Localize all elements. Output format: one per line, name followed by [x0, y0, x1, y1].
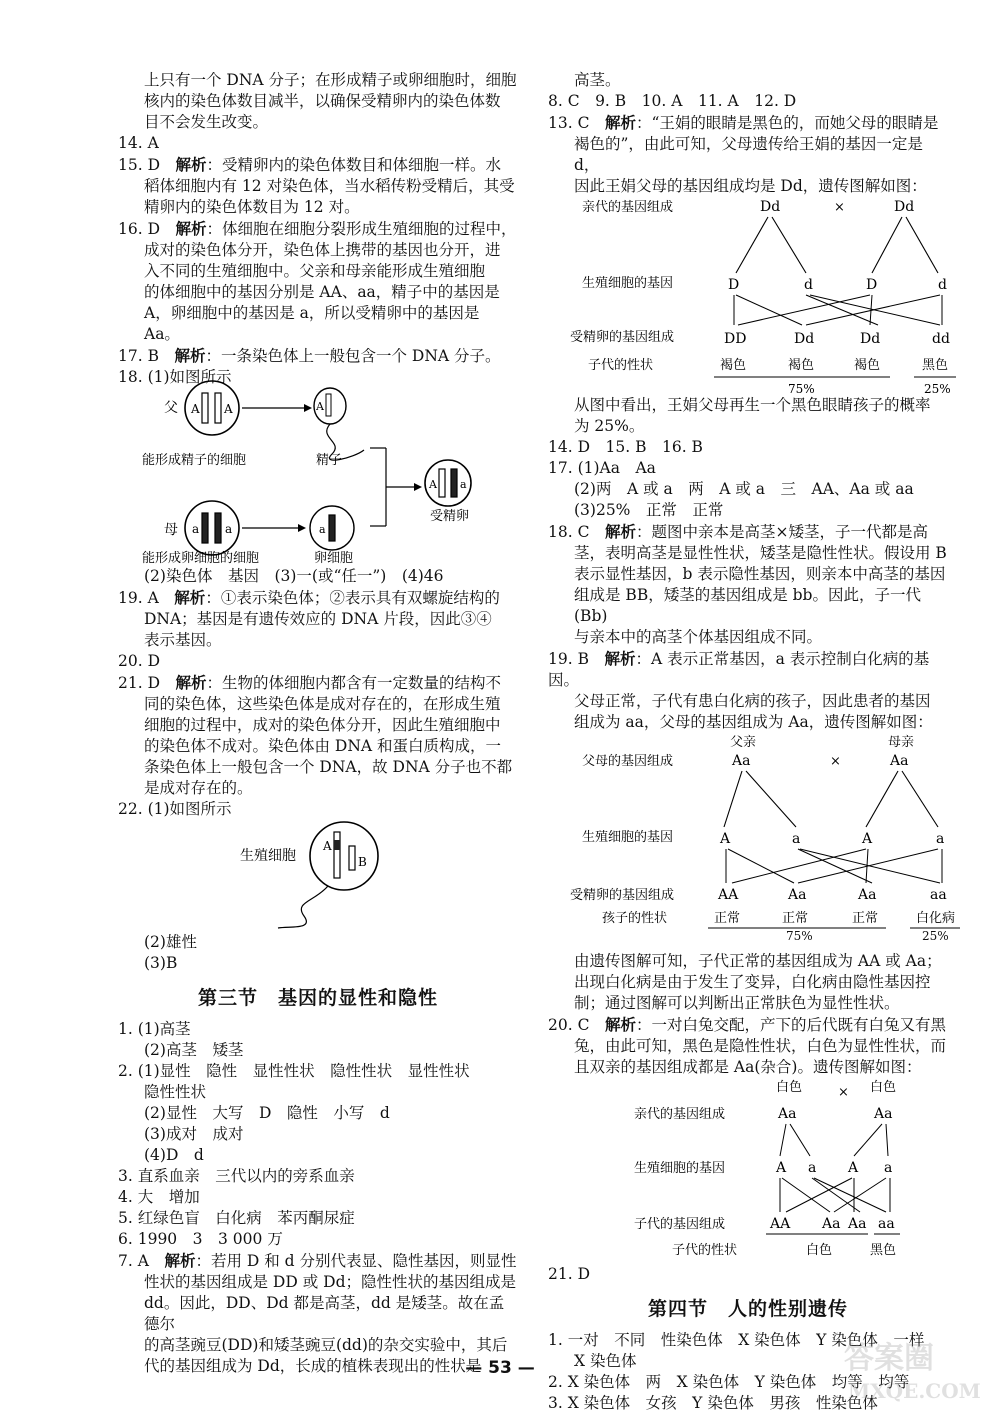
svg-text:Dd: Dd	[760, 199, 781, 215]
svg-text:亲代的基因组成: 亲代的基因组成	[582, 200, 674, 215]
text-line: 核内的染色体数目减半，以确保受精卵内的染色体数	[144, 92, 501, 110]
text-line: 制；通过图解可以判断出正常肤色为显性性状。	[574, 994, 900, 1012]
svg-text:父母的基因组成: 父母的基因组成	[582, 754, 674, 769]
caption-sperm: 精子	[316, 453, 343, 468]
answer-17: 17. (1)Aa Aa	[548, 459, 656, 477]
svg-text:A: A	[720, 831, 731, 847]
section-title-3: 第三节 基因的显性和隐性	[197, 987, 438, 1009]
text-line: (3)B	[144, 954, 178, 972]
text-line: 是成对存在的。	[144, 779, 253, 797]
text-line: X 染色体	[574, 1352, 637, 1370]
svg-text:子代的性状: 子代的性状	[588, 358, 654, 373]
text-line: 性状的基因组成是 DD 或 Dd；隐性性状的基因组成是	[144, 1273, 516, 1291]
text-line: 从图中看出，王娟父母再生一个黑色眼睛孩子的概率	[574, 396, 931, 414]
answer-22: 22. (1)如图所示	[118, 800, 232, 818]
svg-text:a: a	[460, 478, 467, 491]
svg-text:a: a	[192, 522, 200, 536]
text-line: 茎，表明高茎是显性性状，矮茎是隐性性状。假设用 B	[574, 544, 947, 562]
svg-text:Aa: Aa	[732, 753, 751, 769]
text-line: 目不会发生改变。	[144, 113, 269, 131]
svg-text:褐色: 褐色	[854, 358, 881, 373]
svg-text:D: D	[866, 277, 878, 293]
svg-text:a: a	[792, 831, 801, 847]
germ-cell	[310, 822, 378, 890]
text-line: (2)高茎 矮茎	[144, 1041, 244, 1059]
text-line: (3)成对 成对	[144, 1125, 244, 1143]
svg-text:A: A	[316, 400, 324, 413]
svg-text:正常: 正常	[852, 911, 879, 926]
text-line: A，卵细胞中的基因是 a，所以受精卵中的基因是 Aa。	[144, 304, 485, 343]
text-line: (4)D d	[144, 1146, 204, 1164]
svg-text:D: D	[728, 277, 740, 293]
svg-text:Dd: Dd	[794, 331, 815, 347]
mother-label: 母	[164, 522, 178, 538]
text-line: 上只有一个 DNA 分子；在形成精子或卵细胞时，细胞	[144, 71, 517, 89]
answer-3: 3. 直系血亲 三代以内的旁系血亲	[118, 1167, 355, 1185]
page-number: — 53 —	[465, 1358, 535, 1378]
caption-egg-cell: 能形成卵细胞的细胞	[142, 551, 260, 566]
svg-text:生殖细胞的基因: 生殖细胞的基因	[582, 830, 674, 845]
svg-text:子代的性状: 子代的性状	[672, 1243, 738, 1258]
svg-text:DD: DD	[724, 331, 747, 347]
text-line: 高茎。	[574, 71, 621, 89]
percent-albino: 25%	[922, 929, 949, 943]
text-line: dd。因此，DD、Dd 都是高茎，dd 是矮茎。故在孟德尔	[144, 1294, 505, 1333]
svg-text:dd: dd	[932, 331, 950, 347]
svg-text:受精卵的基因组成: 受精卵的基因组成	[570, 888, 675, 903]
text-line: (2)雄性	[144, 933, 197, 951]
text-line: 精卵内的染色体数目为 12 对。	[144, 198, 360, 216]
text-line: 代的基因组成为 Dd，长成的植株表现出的性状是	[144, 1357, 482, 1375]
caption-egg: 卵细胞	[314, 551, 354, 566]
svg-text:亲代的基因组成: 亲代的基因组成	[634, 1107, 726, 1122]
section-title-4: 第四节 人的性别遗传	[647, 1298, 848, 1320]
svg-text:生殖细胞的基因: 生殖细胞的基因	[582, 276, 674, 291]
text-line: 为 25%。	[574, 417, 645, 435]
answer-2: 2. (1)显性 隐性 显性性状 隐性性状 显性性状	[118, 1062, 470, 1080]
germ-cell-label: 生殖细胞	[240, 848, 296, 864]
svg-text:Aa: Aa	[848, 1216, 867, 1232]
svg-text:白化病: 白化病	[916, 911, 956, 926]
svg-text:A: A	[429, 478, 437, 491]
svg-text:Dd: Dd	[860, 331, 881, 347]
answer-20: 20. D	[118, 652, 161, 670]
text-line: 稻体细胞内有 12 对染色体，当水稻传粉受精后，其受	[144, 177, 515, 195]
answer-16: 16. D 解析：体细胞在细胞分裂形成生殖细胞的过程中，	[118, 219, 517, 238]
answer-15: 15. D 解析：受精卵内的染色体数目和体细胞一样。水	[118, 155, 502, 174]
text-line: (2)染色体 基因 (3)一(或“任一”) (4)46	[144, 567, 444, 585]
svg-text:B: B	[358, 855, 367, 869]
text-line: 的体细胞中的基因分别是 AA、aa，精子中的基因是	[144, 283, 500, 301]
caption-zygote: 受精卵	[430, 509, 470, 524]
text-line: 隐性性状	[144, 1083, 207, 1101]
svg-text:母亲: 母亲	[888, 735, 915, 750]
figure-20	[548, 1078, 948, 1264]
text-line: 细胞的过程中，成对的染色体分开，因此生殖细胞中	[144, 716, 501, 734]
text-line: (3)25% 正常 正常	[574, 501, 724, 519]
svg-text:褐色: 褐色	[720, 358, 747, 373]
figure-18	[118, 388, 518, 566]
svg-text:子代的基因组成: 子代的基因组成	[634, 1217, 726, 1232]
answer-14-16: 14. D 15. B 16. B	[548, 438, 703, 456]
right-column	[548, 70, 956, 1414]
text-line: 组成为 aa，父母的基因组成为 Aa，遗传图解如图：	[574, 713, 933, 731]
father-label: 父	[164, 400, 178, 416]
text-line: 与亲本中的高茎个体基因组成不同。	[574, 628, 823, 646]
answer-13: 13. C 解析：“王娟的眼睛是黑色的，而她父母的眼睛是	[548, 113, 939, 132]
text-line: 同的染色体，这些染色体是成对存在的，在形成生殖	[144, 695, 501, 713]
svg-text:d: d	[804, 277, 813, 293]
answer-17: 17. B 解析：一条染色体上一般包含一个 DNA 分子。	[118, 346, 501, 365]
inheritance-diagram-20	[548, 1078, 948, 1264]
text-line: 褐色的”，由此可知，父母遗传给王娟的基因一定是 d，	[574, 135, 928, 174]
caption-sperm-cell: 能形成精子的细胞	[142, 453, 247, 468]
answer-19: 19. B 解析：A 表示正常基因，a 表示控制白化病的基因。	[548, 649, 930, 689]
text-line: 表示显性基因，b 表示隐性基因，则亲本中高茎的基因	[574, 565, 946, 583]
svg-text:d: d	[938, 277, 947, 293]
svg-text:Aa: Aa	[788, 887, 807, 903]
text-line: 的高茎豌豆(DD)和矮茎豌豆(dd)的杂交实验中，其后	[144, 1336, 508, 1354]
answer-3: 3. X 染色体 女孩 Y 染色体 男孩 性染色体	[548, 1394, 878, 1412]
svg-text:×: ×	[838, 1085, 849, 1100]
inheritance-diagram-19	[548, 733, 956, 939]
svg-text:父亲: 父亲	[730, 735, 757, 750]
answer-21: 21. D 解析：生物的体细胞内都含有一定数量的结构不	[118, 673, 502, 692]
text-line: 条染色体上一般包含一个 DNA，故 DNA 分子也不都	[144, 758, 513, 776]
svg-text:Dd: Dd	[894, 199, 915, 215]
percent-normal: 75%	[786, 929, 813, 943]
svg-text:a: a	[319, 523, 326, 536]
text-line: 成对的染色体分开，染色体上携带的基因也分开，进	[144, 241, 501, 259]
text-line: 的染色体不成对。染色体由 DNA 和蛋白质构成，一	[144, 737, 502, 755]
svg-text:a: a	[225, 522, 233, 536]
svg-text:正常: 正常	[714, 911, 741, 926]
svg-text:白色: 白色	[870, 1080, 897, 1095]
text-line: 组成是 BB，矮茎的基因组成是 bb。因此，子一代(Bb)	[574, 586, 921, 625]
watermark-logo	[836, 1328, 986, 1406]
answer-7: 7. A 解析：若用 D 和 d 分别代表显、隐性基因，则显性	[118, 1251, 517, 1270]
left-column	[118, 70, 518, 1377]
svg-text:A: A	[776, 1160, 787, 1176]
svg-text:黑色: 黑色	[922, 358, 949, 373]
svg-text:×: ×	[830, 754, 841, 769]
answer-1: 1. 一对 不同 性染色体 X 染色体 Y 染色体 一样	[548, 1331, 925, 1349]
answer-8-12: 8. C 9. B 10. A 11. A 12. D	[548, 92, 797, 110]
text-line: (2)两 A 或 a 两 A 或 a 三 AA、Aa 或 aa	[574, 480, 914, 498]
answer-21: 21. D	[548, 1265, 591, 1283]
svg-text:A: A	[224, 402, 233, 416]
text-line: 由遗传图解可知，子代正常的基因组成为 AA 或 Aa；	[574, 952, 942, 970]
text-line: 因此王娟父母的基因组成均是 Dd，遗传图解如图：	[574, 177, 927, 195]
svg-text:Aa: Aa	[890, 753, 909, 769]
svg-text:黑色: 黑色	[870, 1243, 897, 1258]
figure-13	[548, 197, 951, 396]
svg-text:a: a	[884, 1160, 893, 1176]
answer-14: 14. A	[118, 134, 159, 152]
figure-19	[548, 733, 956, 943]
svg-text:AA: AA	[718, 887, 739, 903]
svg-text:×: ×	[834, 200, 845, 215]
figure-22	[118, 820, 518, 932]
answer-2: 2. X 染色体 两 X 染色体 Y 染色体 均等 均等	[548, 1373, 910, 1391]
answer-1: 1. (1)高茎	[118, 1020, 191, 1038]
svg-text:A: A	[191, 402, 200, 416]
fertilization-diagram	[118, 388, 518, 566]
text-line: (2)显性 大写 D 隐性 小写 d	[144, 1104, 390, 1122]
answer-19: 19. A 解析：①表示染色体；②表示具有双螺旋结构的	[118, 588, 500, 607]
svg-text:MXQE.COM: MXQE.COM	[848, 1379, 981, 1403]
svg-text:Aa: Aa	[874, 1106, 893, 1122]
svg-text:正常: 正常	[782, 911, 809, 926]
text-line: 表示基因。	[144, 631, 222, 649]
svg-text:孩子的性状: 孩子的性状	[602, 911, 668, 926]
svg-text:aa: aa	[930, 887, 947, 903]
svg-text:a: a	[808, 1160, 817, 1176]
svg-text:Aa: Aa	[858, 887, 877, 903]
svg-text:答案圈: 答案圈	[844, 1341, 934, 1376]
answer-20: 20. C 解析：一对白兔交配，产下的后代既有白兔又有黑	[548, 1015, 946, 1034]
svg-text:A: A	[862, 831, 873, 847]
text-line: 出现白化病是由于发生了变异，白化病由隐性基因控	[574, 973, 931, 991]
svg-text:Aa: Aa	[778, 1106, 797, 1122]
text-line: DNA；基因是有遗传效应的 DNA 片段，因此③④	[144, 610, 492, 628]
svg-text:a: a	[936, 831, 945, 847]
svg-text:白色: 白色	[806, 1243, 833, 1258]
answer-18: 18. C 解析：题图中亲本是高茎×矮茎，子一代都是高	[548, 522, 928, 541]
answer-18: 18. (1)如图所示	[118, 368, 232, 386]
text-line: 入不同的生殖细胞中。父亲和母亲能形成生殖细胞	[144, 262, 486, 280]
svg-text:75%: 75%	[788, 382, 815, 396]
svg-text:生殖细胞的基因: 生殖细胞的基因	[634, 1161, 726, 1176]
answer-6: 6. 1990 3 3 000 万	[118, 1230, 283, 1248]
inheritance-diagram-13	[548, 197, 951, 396]
text-line: 且双亲的基因组成都是 Aa(杂合)。遗传图解如图：	[574, 1058, 922, 1076]
svg-text:A: A	[323, 839, 332, 853]
svg-text:褐色: 褐色	[788, 358, 815, 373]
svg-text:aa: aa	[878, 1216, 895, 1232]
text-line: 父母正常，子代有患白化病的孩子，因此患者的基因	[574, 692, 931, 710]
svg-text:AA: AA	[770, 1216, 791, 1232]
answer-4: 4. 大 增加	[118, 1188, 200, 1206]
svg-text:25%: 25%	[924, 382, 951, 396]
svg-text:A: A	[848, 1160, 859, 1176]
germ-cell-diagram	[118, 820, 518, 932]
text-line: 兔，由此可知，黑色是隐性性状，白色为显性性状，而	[574, 1037, 947, 1055]
svg-text:白色: 白色	[776, 1080, 803, 1095]
svg-text:受精卵的基因组成: 受精卵的基因组成	[570, 330, 675, 345]
answer-5: 5. 红绿色盲 白化病 苯丙酮尿症	[118, 1209, 355, 1227]
svg-text:Aa: Aa	[822, 1216, 841, 1232]
